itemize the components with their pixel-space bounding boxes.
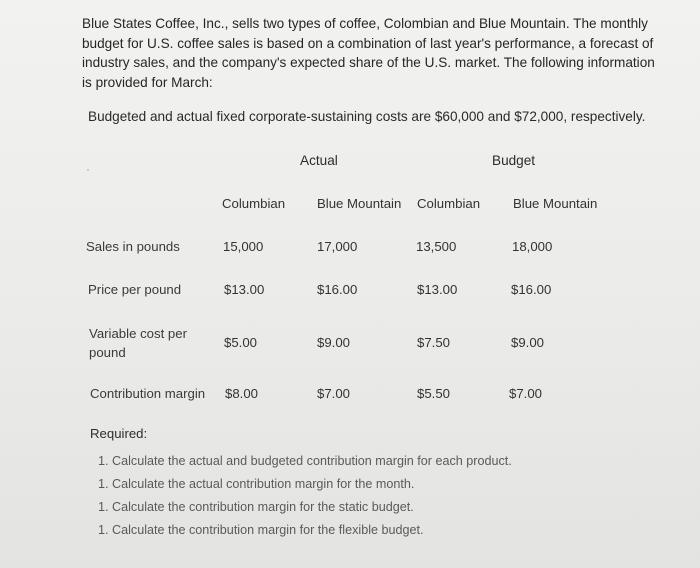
stray-mark: · xyxy=(86,162,90,176)
required-item-4: 1. Calculate the contribution margin for the flexible budget. xyxy=(98,523,424,537)
cell-cm-budget-columbian: $5.50 xyxy=(417,386,451,401)
cell-price-budget-columbian: $13.00 xyxy=(417,282,458,297)
cell-varcost-actual-columbian: $5.00 xyxy=(224,335,258,350)
col-header-actual-blue-mountain: Blue Mountain xyxy=(317,196,402,211)
col-header-budget-blue-mountain: Blue Mountain xyxy=(513,196,598,211)
header-budget: Budget xyxy=(492,153,536,168)
fixed-costs-statement: Budgeted and actual fixed corporate-sustaining costs are $60,000 and $72,000, respectively. xyxy=(88,109,646,124)
row-label-contribution-margin: Contribution margin xyxy=(90,386,206,401)
cell-cm-budget-blue-mountain: $7.00 xyxy=(509,386,543,401)
required-item-1: 1. Calculate the actual and budgeted contribution margin for each product. xyxy=(98,454,512,468)
row-label-variable-cost: Variable cost per pound xyxy=(89,326,187,360)
required-heading: Required: xyxy=(90,426,148,441)
cell-varcost-budget-columbian: $7.50 xyxy=(417,335,451,350)
cell-sales-budget-blue-mountain: 18,000 xyxy=(512,239,553,254)
row-label-price: Price per pound xyxy=(88,282,182,297)
required-item-2: 1. Calculate the actual contribution margin for the month. xyxy=(98,477,415,491)
cell-varcost-actual-blue-mountain: $9.00 xyxy=(317,335,351,350)
row-label-sales: Sales in pounds xyxy=(86,239,180,254)
cell-cm-actual-columbian: $8.00 xyxy=(225,386,259,401)
cell-price-actual-columbian: $13.00 xyxy=(224,282,265,297)
cell-price-budget-blue-mountain: $16.00 xyxy=(511,282,552,297)
header-actual: Actual xyxy=(300,153,338,168)
cell-sales-budget-columbian: 13,500 xyxy=(416,239,457,254)
col-header-actual-columbian: Columbian xyxy=(222,196,286,211)
cell-price-actual-blue-mountain: $16.00 xyxy=(317,282,358,297)
cell-varcost-budget-blue-mountain: $9.00 xyxy=(511,335,545,350)
cell-sales-actual-columbian: 15,000 xyxy=(223,239,264,254)
problem-intro: Blue States Coffee, Inc., sells two types of coffee, Colombian and Blue Mountain. The monthly budget for U.S. coffee sales is based on a combination of last year's performance, a forecast of industry sales, and the company's expected share of the U.S. market. The following information is provided for March: xyxy=(82,16,655,90)
cell-cm-actual-blue-mountain: $7.00 xyxy=(317,386,351,401)
cell-sales-actual-blue-mountain: 17,000 xyxy=(317,239,358,254)
col-header-budget-columbian: Columbian xyxy=(417,196,481,211)
required-item-3: 1. Calculate the contribution margin for the static budget. xyxy=(98,500,414,514)
